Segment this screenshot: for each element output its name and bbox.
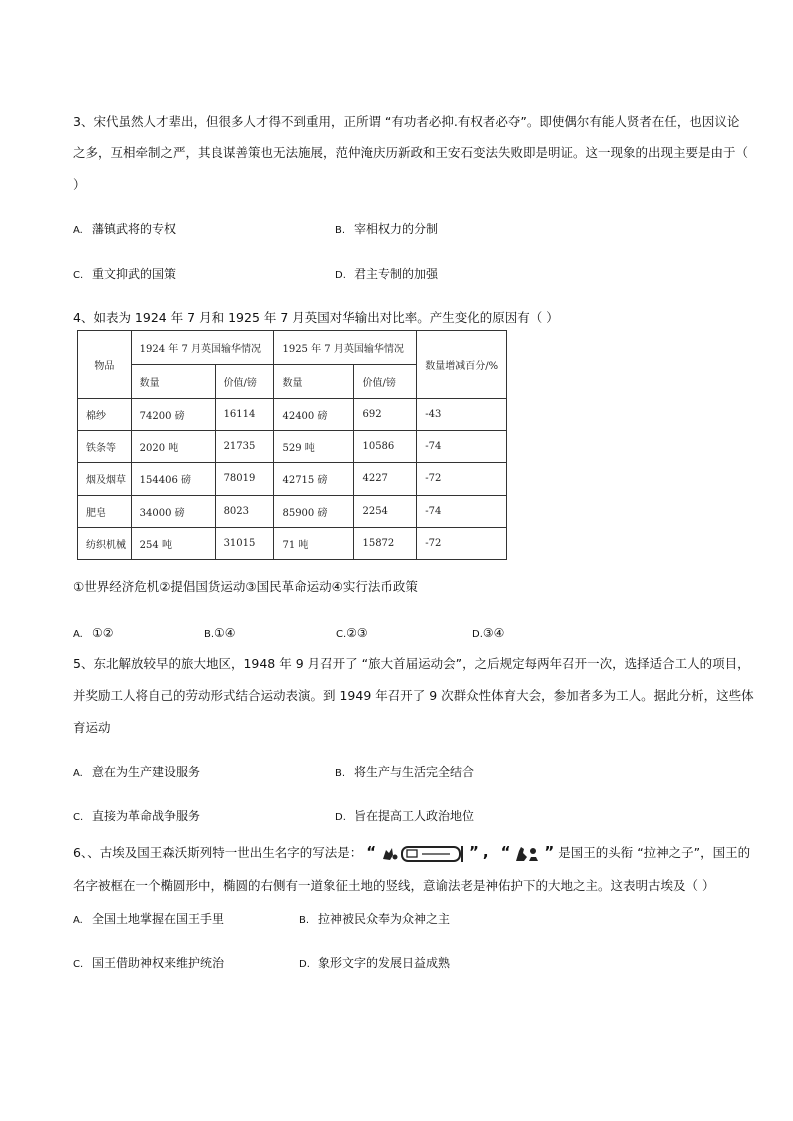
- cell-change: -43: [417, 399, 507, 431]
- option-text: 重文抑武的国策: [92, 267, 177, 281]
- option-label: A.: [73, 915, 83, 926]
- cell-qty-1924: 154406 磅: [131, 463, 215, 495]
- option-label: B.: [204, 629, 215, 640]
- option-text: 君主专制的加强: [354, 267, 439, 281]
- cell-val-1924: 16114: [215, 399, 274, 431]
- option-text: ③④: [482, 626, 505, 640]
- option-label: C.: [73, 270, 84, 281]
- option-label: D.: [335, 270, 346, 281]
- cell-qty-1925: 85900 磅: [274, 495, 354, 527]
- cell-val-1925: 2254: [354, 495, 417, 527]
- cell-qty-1925: 71 吨: [274, 527, 354, 559]
- header-change: 数量增减百分/%: [417, 331, 507, 399]
- cell-qty-1924: 254 吨: [131, 527, 215, 559]
- q6-option-c[interactable]: [73, 955, 224, 973]
- header-item: 物品: [78, 331, 132, 399]
- cell-val-1924: 31015: [215, 527, 274, 559]
- q5-stem-line3: 育运动: [73, 720, 111, 735]
- cell-change: -74: [417, 495, 507, 527]
- option-label: D.: [299, 959, 310, 970]
- q3-stem-line1: 3、宋代虽然人才辈出，但很多人才得不到重用，正所谓 “有功者必抑.有权者必夺”。即使偶尔有能人贤者在任，也因议论: [73, 114, 740, 129]
- q4-option-d[interactable]: [472, 625, 504, 643]
- table-row: [78, 399, 507, 431]
- header-1925: 1925 年 7 月英国输华情况: [274, 331, 417, 365]
- hieroglyph-name-cartouche-icon: [380, 845, 465, 863]
- option-text: 象形文字的发展日益成熟: [318, 956, 451, 970]
- cell-item: 烟及烟草: [78, 463, 132, 495]
- q5-option-d[interactable]: [335, 808, 474, 826]
- cell-qty-1924: 34000 磅: [131, 495, 215, 527]
- cell-item: 棉纱: [78, 399, 132, 431]
- option-text: ②③: [346, 626, 368, 640]
- cell-val-1924: 78019: [215, 463, 274, 495]
- option-text: ①②: [92, 626, 114, 640]
- option-text: 旨在提高工人政治地位: [354, 809, 475, 823]
- q4-stem: 4、如表为 1924 年 7 月和 1925 年 7 月英国对华输出对比率。产生变化的原因有（ ）: [73, 310, 559, 325]
- cell-qty-1925: 529 吨: [274, 431, 354, 463]
- option-label: C.: [73, 812, 84, 823]
- option-label: A.: [73, 225, 83, 236]
- header-1924: 1924 年 7 月英国输华情况: [131, 331, 274, 365]
- comma: ,: [482, 843, 489, 861]
- cell-val-1924: 8023: [215, 495, 274, 527]
- q3-option-a[interactable]: [73, 221, 176, 239]
- cell-qty-1924: 74200 磅: [131, 399, 215, 431]
- q4-option-c[interactable]: [336, 625, 368, 643]
- cell-qty-1924: 2020 吨: [131, 431, 215, 463]
- q6-option-a[interactable]: [73, 911, 224, 929]
- q5-option-c[interactable]: [73, 808, 200, 826]
- trade-table: [77, 330, 507, 560]
- cell-item: 肥皂: [78, 495, 132, 527]
- q3-stem-line2: 之多，互相牵制之严，其良谋善策也无法施展，范仲淹庆历新政和王安石变法失败即是明证。这一现象的出现主要是由于（: [73, 145, 749, 160]
- cell-qty-1925: 42400 磅: [274, 399, 354, 431]
- cell-val-1925: 15872: [354, 527, 417, 559]
- cell-change: -72: [417, 463, 507, 495]
- q4-option-b[interactable]: [204, 625, 236, 643]
- close-quote: ”: [469, 843, 479, 861]
- cell-change: -72: [417, 527, 507, 559]
- q6-stem-line1: [73, 844, 750, 863]
- q3-option-d[interactable]: [335, 266, 438, 284]
- q5-option-a[interactable]: [73, 764, 200, 782]
- cell-item: 纺织机械: [78, 527, 132, 559]
- q6-option-b[interactable]: [299, 911, 450, 929]
- option-label: C.: [336, 629, 347, 640]
- subheader-val-1925: 价值/镑: [354, 365, 417, 399]
- option-text: 宰相权力的分制: [354, 222, 439, 236]
- table-row: [78, 431, 507, 463]
- cell-qty-1925: 42715 磅: [274, 463, 354, 495]
- cell-val-1924: 21735: [215, 431, 274, 463]
- option-label: A.: [73, 629, 83, 640]
- cell-val-1925: 4227: [354, 463, 417, 495]
- cell-val-1925: 692: [354, 399, 417, 431]
- close-quote: ”: [544, 843, 555, 861]
- option-label: B.: [299, 915, 310, 926]
- table-row: [78, 527, 507, 559]
- q5-option-b[interactable]: [335, 764, 474, 782]
- open-quote: “: [366, 843, 377, 861]
- table-row: [78, 495, 507, 527]
- option-text: ①④: [214, 626, 236, 640]
- option-text: 意在为生产建设服务: [92, 765, 201, 779]
- q4-option-a[interactable]: [73, 625, 114, 643]
- option-text: 拉神被民众奉为众神之主: [318, 912, 451, 926]
- q6-stem-line2: 名字被框在一个椭圆形中，椭圆的右侧有一道象征土地的竖线，意谕法老是神佑护下的大地之主。这表明古埃及（ ）: [73, 878, 715, 893]
- option-text: 藩镇武将的专权: [92, 222, 177, 236]
- q3-stem-line3: ）: [73, 177, 86, 192]
- subheader-qty-1925: 数量: [274, 365, 354, 399]
- option-label: C.: [73, 959, 84, 970]
- q5-stem-line2: 并奖励工人将自己的劳动形式结合运动表演。到 1949 年召开了 9 次群众性体育大会，参加者多为工人。据此分析，这些体: [73, 688, 754, 703]
- cell-item: 铁条等: [78, 431, 132, 463]
- option-label: D.: [335, 812, 346, 823]
- hieroglyph-son-of-ra-icon: [514, 845, 540, 863]
- open-quote: “: [500, 843, 511, 861]
- option-text: 全国土地掌握在国王手里: [92, 912, 225, 926]
- q4-factors: ①世界经济危机②提倡国货运动③国民革命运动④实行法币政策: [73, 579, 418, 594]
- subheader-qty-1924: 数量: [131, 365, 215, 399]
- option-text: 直接为革命战争服务: [92, 809, 201, 823]
- table-row: [78, 463, 507, 495]
- option-label: B.: [335, 225, 346, 236]
- q6-stem-part2: 是国王的头衔 “拉神之子”，国王的: [558, 845, 751, 860]
- subheader-val-1924: 价值/镑: [215, 365, 274, 399]
- q6-stem-part1: 6、、古埃及国王森沃斯列特一世出生名字的写法是：: [73, 845, 363, 860]
- q3-option-b[interactable]: [335, 221, 438, 239]
- q6-option-d[interactable]: [299, 955, 450, 973]
- option-text: 将生产与生活完全结合: [354, 765, 475, 779]
- option-label: B.: [335, 768, 346, 779]
- cell-change: -74: [417, 431, 507, 463]
- option-label: A.: [73, 768, 83, 779]
- q5-stem-line1: 5、东北解放较早的旅大地区，1948 年 9 月召开了 “旅大首届运动会”，之后规定每两年召开一次，选择适合工人的项目，: [73, 656, 750, 671]
- cell-val-1925: 10586: [354, 431, 417, 463]
- option-label: D.: [472, 629, 483, 640]
- q3-option-c[interactable]: [73, 266, 176, 284]
- option-text: 国王借助神权来维护统治: [92, 956, 225, 970]
